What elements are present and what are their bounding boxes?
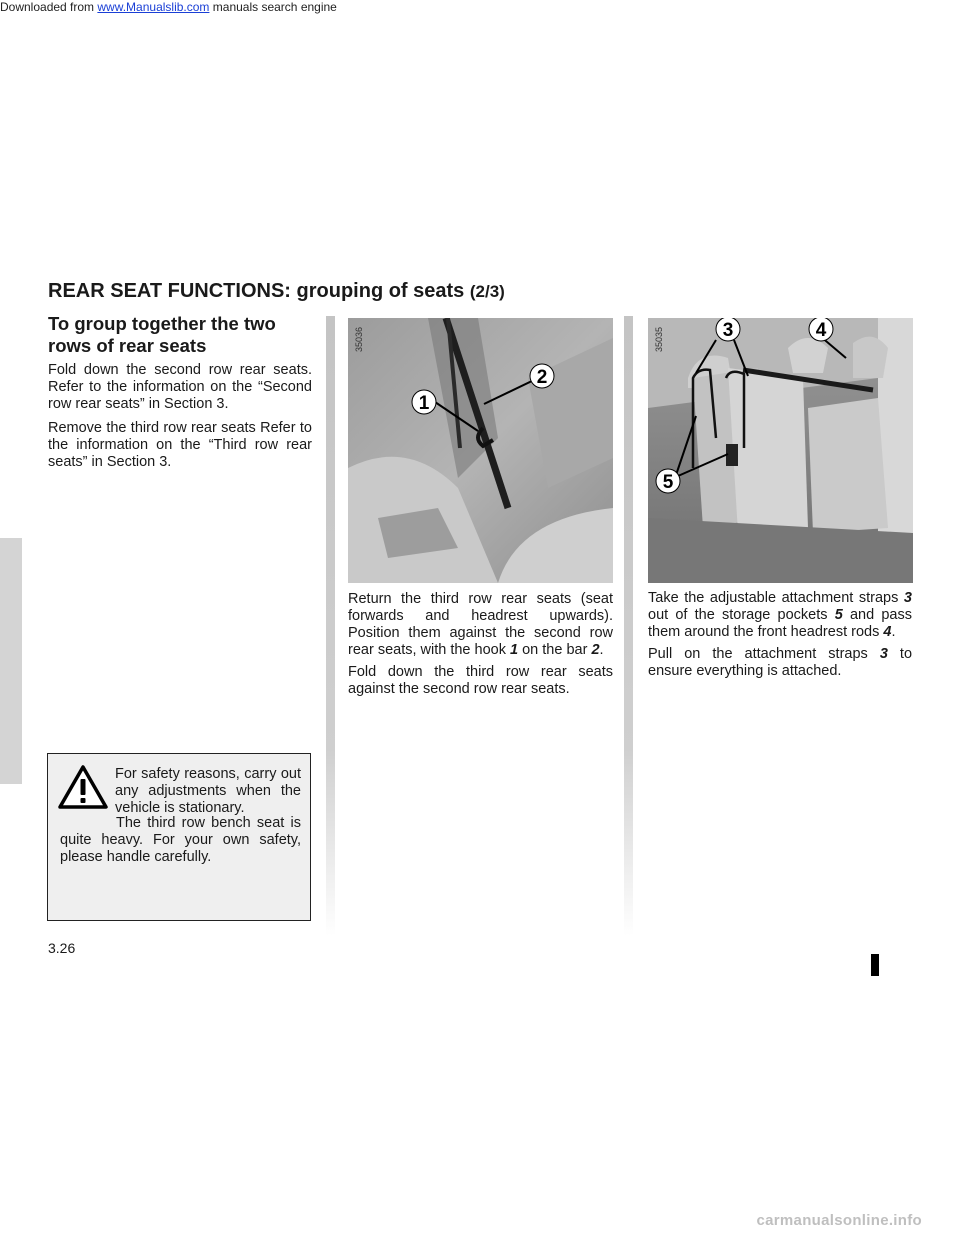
callout-2: 2: [536, 367, 548, 388]
left-paragraph-2: Remove the third row rear seats Refer to the information on the “Third row rear seats” in Section 3.: [48, 420, 312, 470]
ref-bar: 2: [591, 642, 600, 658]
middle-paragraph-1: Return the third row rear seats (seat forwards and headrest upwards). Position them against the second row rear seats, with the hook 1 on the bar 2.: [348, 591, 613, 658]
photo-hook-and-bar: [348, 318, 613, 583]
image-code-35036: 35036: [354, 326, 364, 352]
title-text: REAR SEAT FUNCTIONS: grouping of seats: [48, 280, 465, 302]
ref-straps-2: 3: [879, 646, 888, 662]
ref-headrest-rods: 4: [883, 624, 892, 640]
callout-5: 5: [662, 472, 674, 493]
banner-suffix: manuals search engine: [209, 0, 337, 14]
download-banner: [0, 0, 337, 14]
watermark: carmanualsonline.info: [756, 1212, 922, 1229]
page-title: [48, 280, 505, 303]
right-paragraph-2: Pull on the attachment straps 3 to ensure everything is attached.: [648, 646, 913, 679]
section-heading: To group together the two rows of rear seats: [48, 313, 276, 356]
column-divider-right: [624, 316, 633, 936]
callout-3: 3: [722, 320, 734, 341]
callout-1: 1: [418, 393, 430, 414]
ref-pockets: 5: [834, 607, 843, 623]
warning-text-2: The third row bench seat is quite heavy. For your own safety, please handle carefully.: [60, 815, 301, 865]
photo-attachment-straps: [648, 318, 913, 583]
image-code-35035: 35035: [654, 326, 664, 352]
section-tab: [0, 538, 22, 784]
title-part: (2/3): [469, 282, 505, 301]
ref-straps: 3: [903, 590, 912, 606]
warning-triangle-icon: [57, 764, 109, 810]
manualslib-link[interactable]: www.Manualslib.com: [97, 0, 210, 14]
warning-text-1: For safety reasons, carry out any adjustments when the vehicle is stationary.: [115, 766, 301, 816]
warning-box: [47, 753, 311, 921]
column-divider-left: [326, 316, 335, 936]
ref-hook: 1: [510, 642, 519, 658]
callout-4: 4: [815, 320, 827, 341]
middle-paragraph-2: Fold down the third row rear seats against the second row rear seats.: [348, 664, 613, 697]
banner-prefix: Downloaded from: [0, 0, 98, 14]
page-number: 3.26: [48, 940, 76, 956]
right-paragraph-1: Take the adjustable attachment straps 3 out of the storage pockets 5 and pass them around the front headrest rods 4.: [648, 590, 912, 640]
corner-mark: [871, 954, 879, 976]
left-paragraph-1: Fold down the second row rear seats. Refer to the information on the “Second row rear seats” in Section 3.: [48, 362, 312, 412]
